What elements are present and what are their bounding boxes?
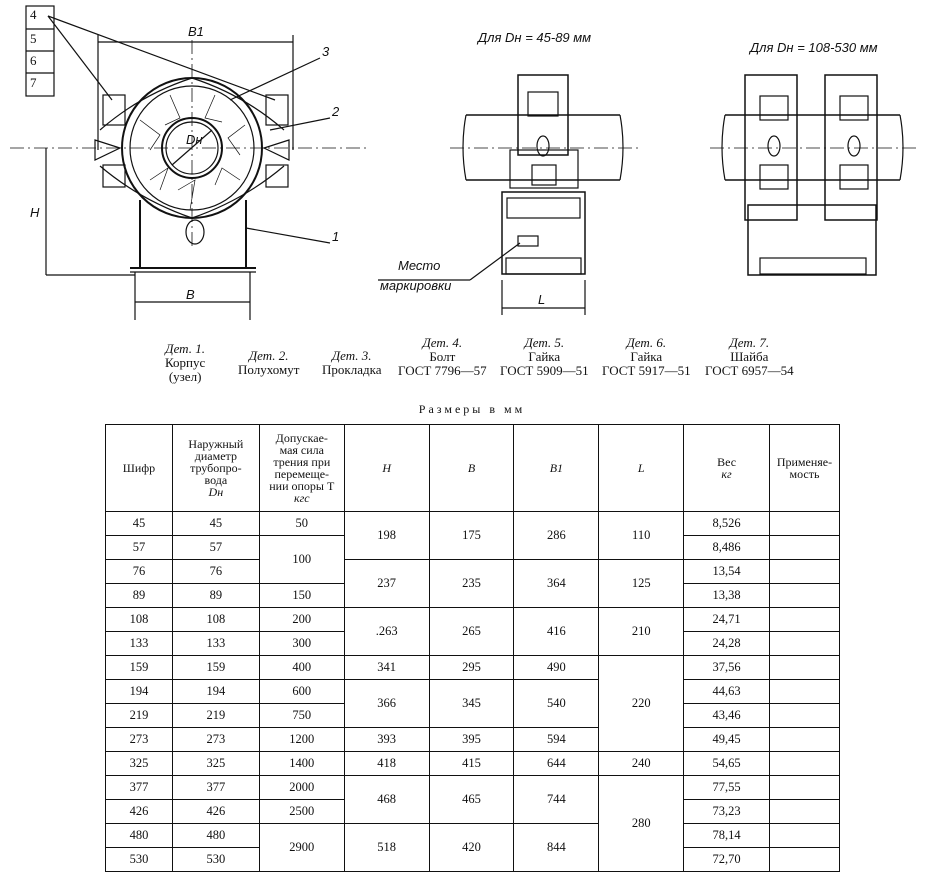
cell-applicability xyxy=(769,848,839,872)
table-row xyxy=(106,512,840,536)
cell-diameter: 377 xyxy=(172,776,259,800)
cell-l: 280 xyxy=(599,776,684,872)
cell-diameter: 76 xyxy=(172,560,259,584)
cell-weight: 43,46 xyxy=(684,704,770,728)
cell-applicability xyxy=(769,656,839,680)
part-5-name: Гайка xyxy=(528,349,561,364)
part-3 xyxy=(322,349,381,377)
cell-diameter: 480 xyxy=(172,824,259,848)
cell-b: 295 xyxy=(429,656,514,680)
cell-applicability xyxy=(769,512,839,536)
cell-diameter: 194 xyxy=(172,680,259,704)
cell-b1: 540 xyxy=(514,680,599,728)
header-applicability xyxy=(769,425,839,512)
leader-1: 1 xyxy=(332,229,340,244)
header-diameter-l5: Dн xyxy=(208,485,224,499)
cell-l: 210 xyxy=(599,608,684,656)
table-caption: Размеры в мм xyxy=(418,402,526,416)
cell-weight: 77,55 xyxy=(684,776,770,800)
cell-cipher: 159 xyxy=(106,656,173,680)
table-row xyxy=(106,824,840,848)
cell-diameter: 219 xyxy=(172,704,259,728)
cell-applicability xyxy=(769,536,839,560)
cell-cipher: 133 xyxy=(106,632,173,656)
cell-applicability xyxy=(769,560,839,584)
cell-b1: 744 xyxy=(514,776,599,824)
cell-b: 265 xyxy=(429,608,514,656)
cell-l: 110 xyxy=(599,512,684,560)
table-row xyxy=(106,776,840,800)
cell-weight: 44,63 xyxy=(684,680,770,704)
cell-b1: 594 xyxy=(514,728,599,752)
cell-cipher: 89 xyxy=(106,584,173,608)
callout-7: 7 xyxy=(30,75,37,90)
cell-force: 150 xyxy=(259,584,344,608)
cell-b: 395 xyxy=(429,728,514,752)
header-weight-l1: Вес xyxy=(717,455,737,469)
cell-weight: 37,56 xyxy=(684,656,770,680)
header-b: B xyxy=(429,425,514,512)
cell-weight: 24,71 xyxy=(684,608,770,632)
cell-h: 198 xyxy=(344,512,429,560)
table-row xyxy=(106,560,840,584)
cell-diameter: 89 xyxy=(172,584,259,608)
callout-5: 5 xyxy=(30,31,37,46)
cell-l: 240 xyxy=(599,752,684,776)
marking-label-1: Место xyxy=(398,258,441,273)
header-force-l3: трения при xyxy=(273,455,331,469)
cell-h: .263 xyxy=(344,608,429,656)
header-force-l4: перемеще- xyxy=(274,467,330,481)
part-6-spec: ГОСТ 5917—51 xyxy=(602,363,691,378)
cell-b: 175 xyxy=(429,512,514,560)
cell-force: 2900 xyxy=(259,824,344,872)
cell-applicability xyxy=(769,704,839,728)
cell-force: 1200 xyxy=(259,728,344,752)
header-force-l6: кгс xyxy=(293,491,310,505)
header-force-l5: нии опоры T xyxy=(269,479,335,493)
part-1-name: Корпус xyxy=(165,355,206,370)
table-row xyxy=(106,680,840,704)
cell-applicability xyxy=(769,680,839,704)
cell-diameter: 426 xyxy=(172,800,259,824)
cell-b: 420 xyxy=(429,824,514,872)
part-7-det: Дет. 7. xyxy=(729,335,770,350)
cell-applicability xyxy=(769,632,839,656)
cell-l: 220 xyxy=(599,656,684,752)
cell-h: 468 xyxy=(344,776,429,824)
cell-force: 300 xyxy=(259,632,344,656)
cell-cipher: 108 xyxy=(106,608,173,632)
dim-l-label: L xyxy=(538,292,546,307)
cell-force: 1400 xyxy=(259,752,344,776)
cell-h: 237 xyxy=(344,560,429,608)
cell-weight: 24,28 xyxy=(684,632,770,656)
table-row xyxy=(106,656,840,680)
part-6 xyxy=(602,336,691,378)
part-6-det: Дет. 6. xyxy=(626,335,667,350)
cell-force: 2500 xyxy=(259,800,344,824)
part-2-det: Дет. 2. xyxy=(248,348,289,363)
part-7 xyxy=(705,336,794,378)
cell-weight: 8,486 xyxy=(684,536,770,560)
dim-dn-label: Dн xyxy=(186,132,203,147)
cell-applicability xyxy=(769,728,839,752)
callout-4: 4 xyxy=(30,7,37,22)
cell-weight: 73,23 xyxy=(684,800,770,824)
part-5-det: Дет. 5. xyxy=(524,335,565,350)
cell-b: 465 xyxy=(429,776,514,824)
view3-title: Для Dн = 108-530 мм xyxy=(750,40,878,55)
cell-force: 100 xyxy=(259,536,344,584)
part-4-name: Болт xyxy=(429,349,456,364)
part-4-det: Дет. 4. xyxy=(422,335,463,350)
cell-diameter: 159 xyxy=(172,656,259,680)
cell-weight: 54,65 xyxy=(684,752,770,776)
part-2-name: Полухомут xyxy=(238,362,300,377)
header-cipher: Шифр xyxy=(106,425,173,512)
header-diameter-l3: трубопро- xyxy=(190,461,242,475)
header-weight xyxy=(684,425,770,512)
cell-b: 235 xyxy=(429,560,514,608)
cell-weight: 78,14 xyxy=(684,824,770,848)
dim-h-label: H xyxy=(30,205,40,220)
cell-cipher: 57 xyxy=(106,536,173,560)
cell-b1: 416 xyxy=(514,608,599,656)
header-h: H xyxy=(344,425,429,512)
cell-diameter: 45 xyxy=(172,512,259,536)
cell-applicability xyxy=(769,824,839,848)
header-diameter-l2: диаметр xyxy=(194,449,237,463)
part-1-spec: (узел) xyxy=(168,369,202,384)
cell-b1: 490 xyxy=(514,656,599,680)
cell-cipher: 194 xyxy=(106,680,173,704)
cell-weight: 8,526 xyxy=(684,512,770,536)
part-4-spec: ГОСТ 7796—57 xyxy=(398,363,487,378)
cell-h: 418 xyxy=(344,752,429,776)
cell-force: 50 xyxy=(259,512,344,536)
cell-h: 341 xyxy=(344,656,429,680)
leader-2: 2 xyxy=(332,104,340,119)
cell-weight: 13,54 xyxy=(684,560,770,584)
dimensions-table xyxy=(105,424,840,872)
marking-label-2: маркировки xyxy=(380,278,452,293)
dim-b-label: B xyxy=(186,287,195,302)
part-4 xyxy=(398,336,487,378)
cell-diameter: 108 xyxy=(172,608,259,632)
table-row xyxy=(106,608,840,632)
cell-cipher: 273 xyxy=(106,728,173,752)
cell-diameter: 57 xyxy=(172,536,259,560)
part-5-spec: ГОСТ 5909—51 xyxy=(500,363,589,378)
part-7-spec: ГОСТ 6957—54 xyxy=(705,363,794,378)
header-applicability-l2: мость xyxy=(789,467,820,481)
header-diameter xyxy=(172,425,259,512)
part-2 xyxy=(238,349,299,377)
cell-cipher: 45 xyxy=(106,512,173,536)
cell-diameter: 325 xyxy=(172,752,259,776)
cell-weight: 13,38 xyxy=(684,584,770,608)
cell-diameter: 273 xyxy=(172,728,259,752)
header-force xyxy=(259,425,344,512)
cell-applicability xyxy=(769,608,839,632)
header-applicability-l1: Применяе- xyxy=(776,455,833,469)
cell-diameter: 133 xyxy=(172,632,259,656)
cell-weight: 49,45 xyxy=(684,728,770,752)
callout-6: 6 xyxy=(30,53,37,68)
cell-force: 200 xyxy=(259,608,344,632)
cell-cipher: 530 xyxy=(106,848,173,872)
part-3-det: Дет. 3. xyxy=(331,348,372,363)
cell-weight: 72,70 xyxy=(684,848,770,872)
part-5 xyxy=(500,336,589,378)
part-7-name: Шайба xyxy=(730,349,769,364)
cell-force: 2000 xyxy=(259,776,344,800)
cell-b1: 844 xyxy=(514,824,599,872)
cell-diameter: 530 xyxy=(172,848,259,872)
cell-force: 600 xyxy=(259,680,344,704)
cell-force: 400 xyxy=(259,656,344,680)
cell-b: 345 xyxy=(429,680,514,728)
part-1 xyxy=(165,342,205,384)
table-header-row xyxy=(106,425,840,512)
header-diameter-l1: Наружный xyxy=(188,437,244,451)
leader-3: 3 xyxy=(322,44,330,59)
cell-cipher: 480 xyxy=(106,824,173,848)
header-weight-l2: кг xyxy=(721,467,732,481)
cell-cipher: 219 xyxy=(106,704,173,728)
header-l: L xyxy=(599,425,684,512)
view2-title: Для Dн = 45-89 мм xyxy=(478,30,592,45)
cell-applicability xyxy=(769,800,839,824)
cell-cipher: 426 xyxy=(106,800,173,824)
cell-b1: 286 xyxy=(514,512,599,560)
cell-cipher: 377 xyxy=(106,776,173,800)
cell-force: 750 xyxy=(259,704,344,728)
cell-b1: 644 xyxy=(514,752,599,776)
part-6-name: Гайка xyxy=(630,349,663,364)
cell-b1: 364 xyxy=(514,560,599,608)
cell-h: 518 xyxy=(344,824,429,872)
part-3-name: Прокладка xyxy=(322,362,382,377)
cell-cipher: 76 xyxy=(106,560,173,584)
part-1-det: Дет. 1. xyxy=(165,341,205,356)
cell-applicability xyxy=(769,776,839,800)
table-row xyxy=(106,728,840,752)
cell-h: 393 xyxy=(344,728,429,752)
cell-l: 125 xyxy=(599,560,684,608)
header-force-l1: Допускае- xyxy=(275,431,328,445)
dim-b1-label: B1 xyxy=(188,24,204,39)
technical-drawing xyxy=(0,0,944,330)
cell-applicability xyxy=(769,752,839,776)
table-row xyxy=(106,752,840,776)
cell-cipher: 325 xyxy=(106,752,173,776)
header-b1: B1 xyxy=(514,425,599,512)
cell-h: 366 xyxy=(344,680,429,728)
header-force-l2: мая сила xyxy=(279,443,324,457)
cell-b: 415 xyxy=(429,752,514,776)
header-diameter-l4: вода xyxy=(204,473,228,487)
cell-applicability xyxy=(769,584,839,608)
